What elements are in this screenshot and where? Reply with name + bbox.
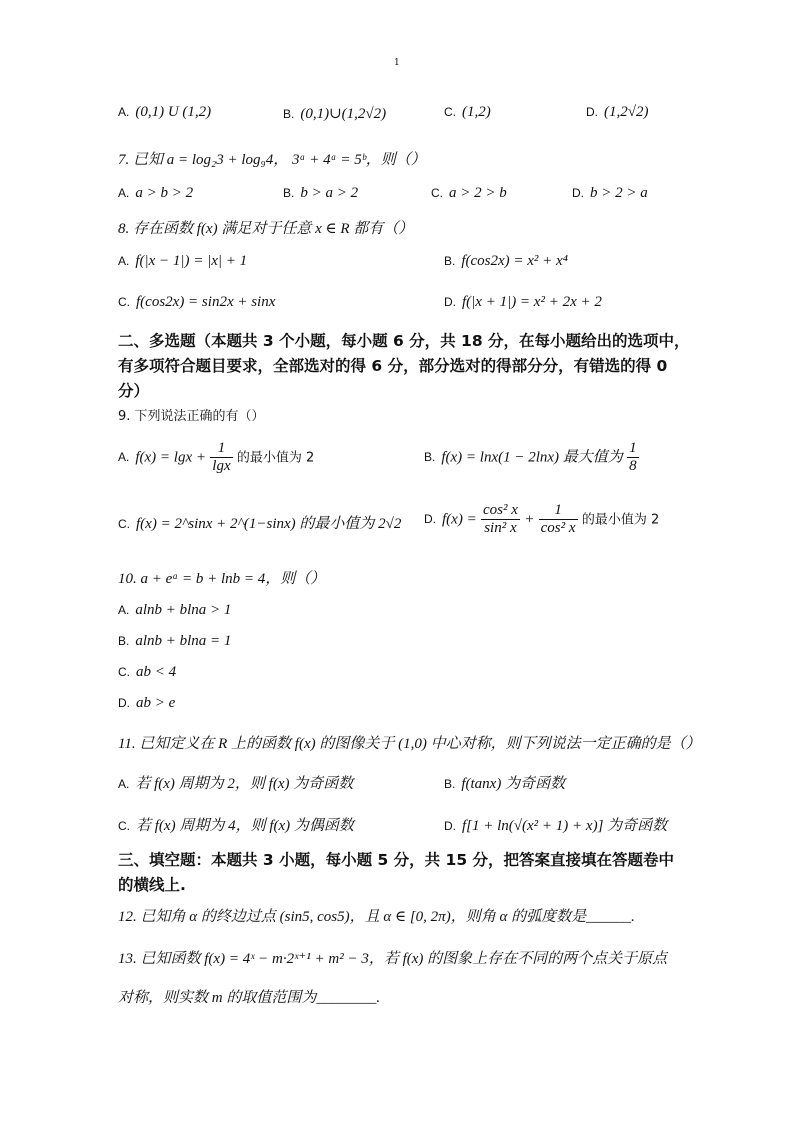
q9-option-d: D. f(x) = $\frac{\text{cos² x}}{\text{sin² x}}$ + $\frac{1}{\text{cos² x}}$ 的最小值为 2 bbox=[424, 502, 660, 537]
q11-option-a: A. 若 f(x) 周期为 2，则 f(x) 为奇函数 bbox=[118, 776, 354, 792]
q11-stem: 11. 已知定义在 R 上的函数 f(x) 的图像关于 (1,0) 中心对称，则下列说法一定正确的是（） bbox=[118, 736, 701, 752]
q7-stem: 7. 已知 a = log₂3 + log₉4， 3ᵃ + 4ᵃ = 5ᵇ，则（） bbox=[118, 152, 426, 168]
q8-stem: 8. 存在函数 f(x) 满足对于任意 x ∈ R 都有（） bbox=[118, 221, 414, 237]
q6-option-d: D. (1,2√2) bbox=[586, 104, 649, 120]
q9-a-fraction: $\frac{1}{\lg x}$ bbox=[212, 440, 231, 475]
q6-option-a: A. (0,1) U (1,2) bbox=[118, 104, 212, 120]
q6-option-b: B. (0,1)∪(1,2√2) bbox=[283, 106, 387, 122]
q8-option-b: B. f(cos2x) = x² + x⁴ bbox=[444, 253, 568, 269]
q8-option-d: D. f(|x + 1|) = x² + 2x + 2 bbox=[444, 294, 602, 310]
section2-heading-line2: 有多项符合题目要求，全部选对的得 6 分，部分选对的得部分分，有错选的得 0 bbox=[118, 357, 668, 375]
q9-stem: 9. 下列说法正确的有（） bbox=[118, 409, 265, 424]
q7-option-d: D. b > 2 > a bbox=[572, 185, 648, 201]
section3-heading-line2: 的横线上. bbox=[118, 876, 186, 894]
q9-option-c: C. f(x) = 2^sinx + 2^(1−sinx) 的最小值为 2√2 bbox=[118, 516, 402, 532]
q12-stem: 12. 已知角 α 的终边过点 (sin5, cos5)，且 α ∈ [0, 2π)，则角 α 的弧度数是______. bbox=[118, 909, 635, 925]
q9-option-a: A. f(x) = lgx + $\frac{1}{\lg x}$ 的最小值为 2 bbox=[118, 440, 315, 475]
q7-option-c: C. a > 2 > b bbox=[431, 185, 507, 201]
q9-d-fraction-1: $\frac{\text{cos² x}}{\text{sin² x}}$ bbox=[482, 502, 518, 537]
section3-heading-line1: 三、填空题：本题共 3 小题，每小题 5 分，共 15 分，把答案直接填在答题卷中 bbox=[118, 851, 675, 869]
q7-option-a: A. a > b > 2 bbox=[118, 185, 194, 201]
q6-option-c: C. (1,2) bbox=[444, 104, 491, 120]
page-number: 1 bbox=[394, 58, 400, 68]
q13-stem-line1: 13. 已知函数 f(x) = 4ˣ − m·2ˣ⁺¹ + m² − 3，若 f(x) 的图象上存在不同的两个点关于原点 bbox=[118, 951, 668, 967]
q13-stem-line2: 对称，则实数 m 的取值范围为________. bbox=[118, 990, 381, 1006]
q11-option-b: B. f(tanx) 为奇函数 bbox=[444, 776, 566, 792]
q10-stem: 10. a + eᵃ = b + lnb = 4，则（） bbox=[118, 571, 326, 587]
q7-option-b: B. b > a > 2 bbox=[283, 185, 359, 201]
q9-d-fraction-2: $\frac{1}{\text{cos² x}}$ bbox=[540, 502, 576, 537]
q10-option-b: B. alnb + blna = 1 bbox=[118, 633, 232, 649]
q10-option-a: A. alnb + blna > 1 bbox=[118, 602, 232, 618]
section2-heading-line3: 分） bbox=[118, 382, 150, 400]
q11-option-d: D. f[1 + ln(√(x² + 1) + x)] 为奇函数 bbox=[444, 818, 668, 834]
q9-option-b: B. f(x) = lnx(1 − 2lnx) 最大值为 $\frac{1}{8}$ bbox=[424, 440, 637, 475]
section2-heading-line1: 二、多选题（本题共 3 个小题，每小题 6 分，共 18 分，在每小题给出的选项中， bbox=[118, 332, 690, 350]
q10-option-d: D. ab > e bbox=[118, 695, 176, 711]
q8-option-c: C. f(cos2x) = sin2x + sinx bbox=[118, 294, 276, 310]
q11-option-c: C. 若 f(x) 周期为 4，则 f(x) 为偶函数 bbox=[118, 818, 354, 834]
q10-option-c: C. ab < 4 bbox=[118, 664, 177, 680]
q8-option-a: A. f(|x − 1|) = |x| + 1 bbox=[118, 253, 248, 269]
q9-b-fraction: $\frac{1}{8}$ bbox=[629, 440, 637, 475]
